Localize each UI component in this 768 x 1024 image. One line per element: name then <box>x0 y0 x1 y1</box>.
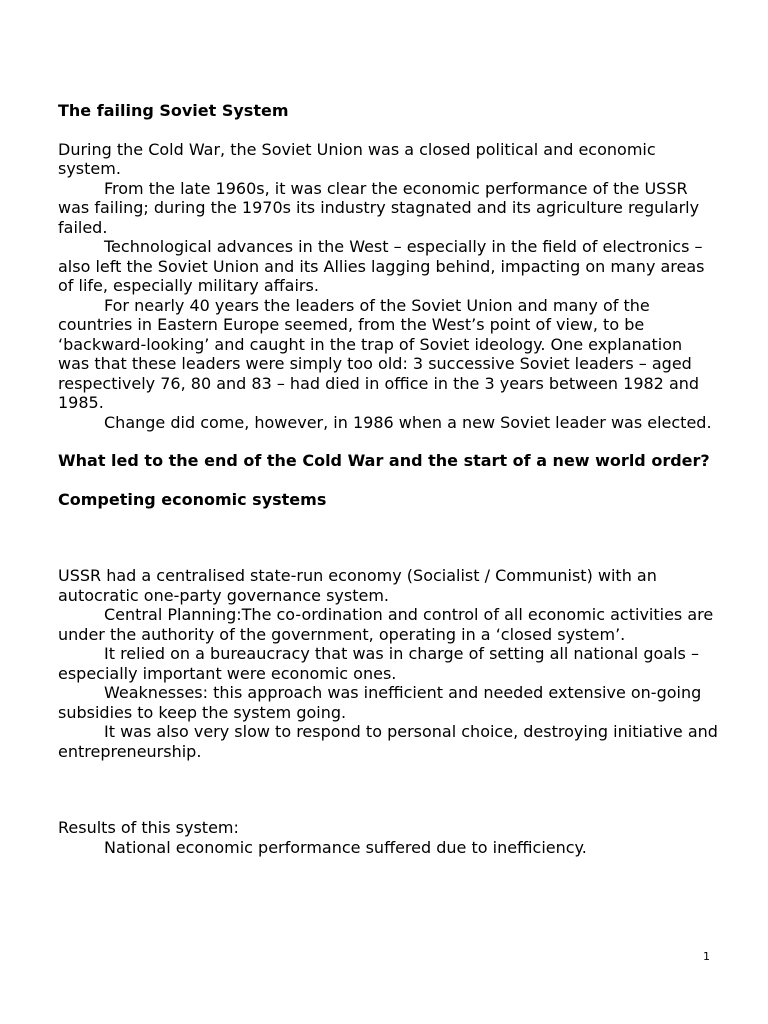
paragraph-soviet-leaders: For nearly 40 years the leaders of the Soviet Union and many of the countries in Eastern Europe seemed, from the West’s point of view, to be ‘backward-looking’ and caught in the trap of Soviet ideology. One explanation was that these leaders were simply too old: 3 successive Soviet leaders – aged respectively 76, 80 and 83 – had died in office in the 3 years between 1982 and 1985. <box>58 295 700 412</box>
spacer <box>58 509 718 566</box>
intro-paragraph: During the Cold War, the Soviet Union was a closed political and economic system. <box>58 139 656 178</box>
paragraph-weaknesses: Weaknesses: this approach was inefficient and needed extensive on-going subsidies to keep the system going. <box>58 683 702 722</box>
section-heading: Competing economic systems <box>58 489 327 509</box>
spacer <box>58 761 718 818</box>
paragraph-change: Change did come, however, in 1986 when a new Soviet leader was elected. <box>104 412 712 432</box>
spacer <box>58 471 718 490</box>
paragraph-bureaucracy: It relied on a bureaucracy that was in charge of setting all national goals – especially important were economic ones. <box>58 644 699 683</box>
paragraph-slow-response: It was also very slow to respond to personal choice, destroying initiative and entrepreneurship. <box>58 722 718 761</box>
document-body <box>58 101 718 857</box>
results-label: Results of this system: <box>58 818 239 837</box>
page-number: 1 <box>703 950 710 963</box>
paragraph-economic-performance: From the late 1960s, it was clear the economic performance of the USSR was failing; during the 1970s its industry stagnated and its agriculture regularly failed. <box>58 178 700 237</box>
section-intro-paragraph: USSR had a centralised state-run economy (Socialist / Communist) with an autocratic one-party governance system. <box>58 566 657 605</box>
document-title: The failing Soviet System <box>58 101 289 120</box>
paragraph-central-planning: Central Planning:The co-ordination and control of all economic activities are under the authority of the government, operating in a ‘closed system’. <box>58 605 714 644</box>
spacer <box>58 432 718 451</box>
paragraph-technological-advances: Technological advances in the West – especially in the field of electronics – also left the Soviet Union and its Allies lagging behind, impacting on many areas of life, especially military affairs. <box>58 237 705 295</box>
spacer <box>58 121 718 140</box>
results-paragraph: National economic performance suffered due to inefficiency. <box>104 837 587 857</box>
question-heading: What led to the end of the Cold War and the start of a new world order? <box>58 451 710 470</box>
